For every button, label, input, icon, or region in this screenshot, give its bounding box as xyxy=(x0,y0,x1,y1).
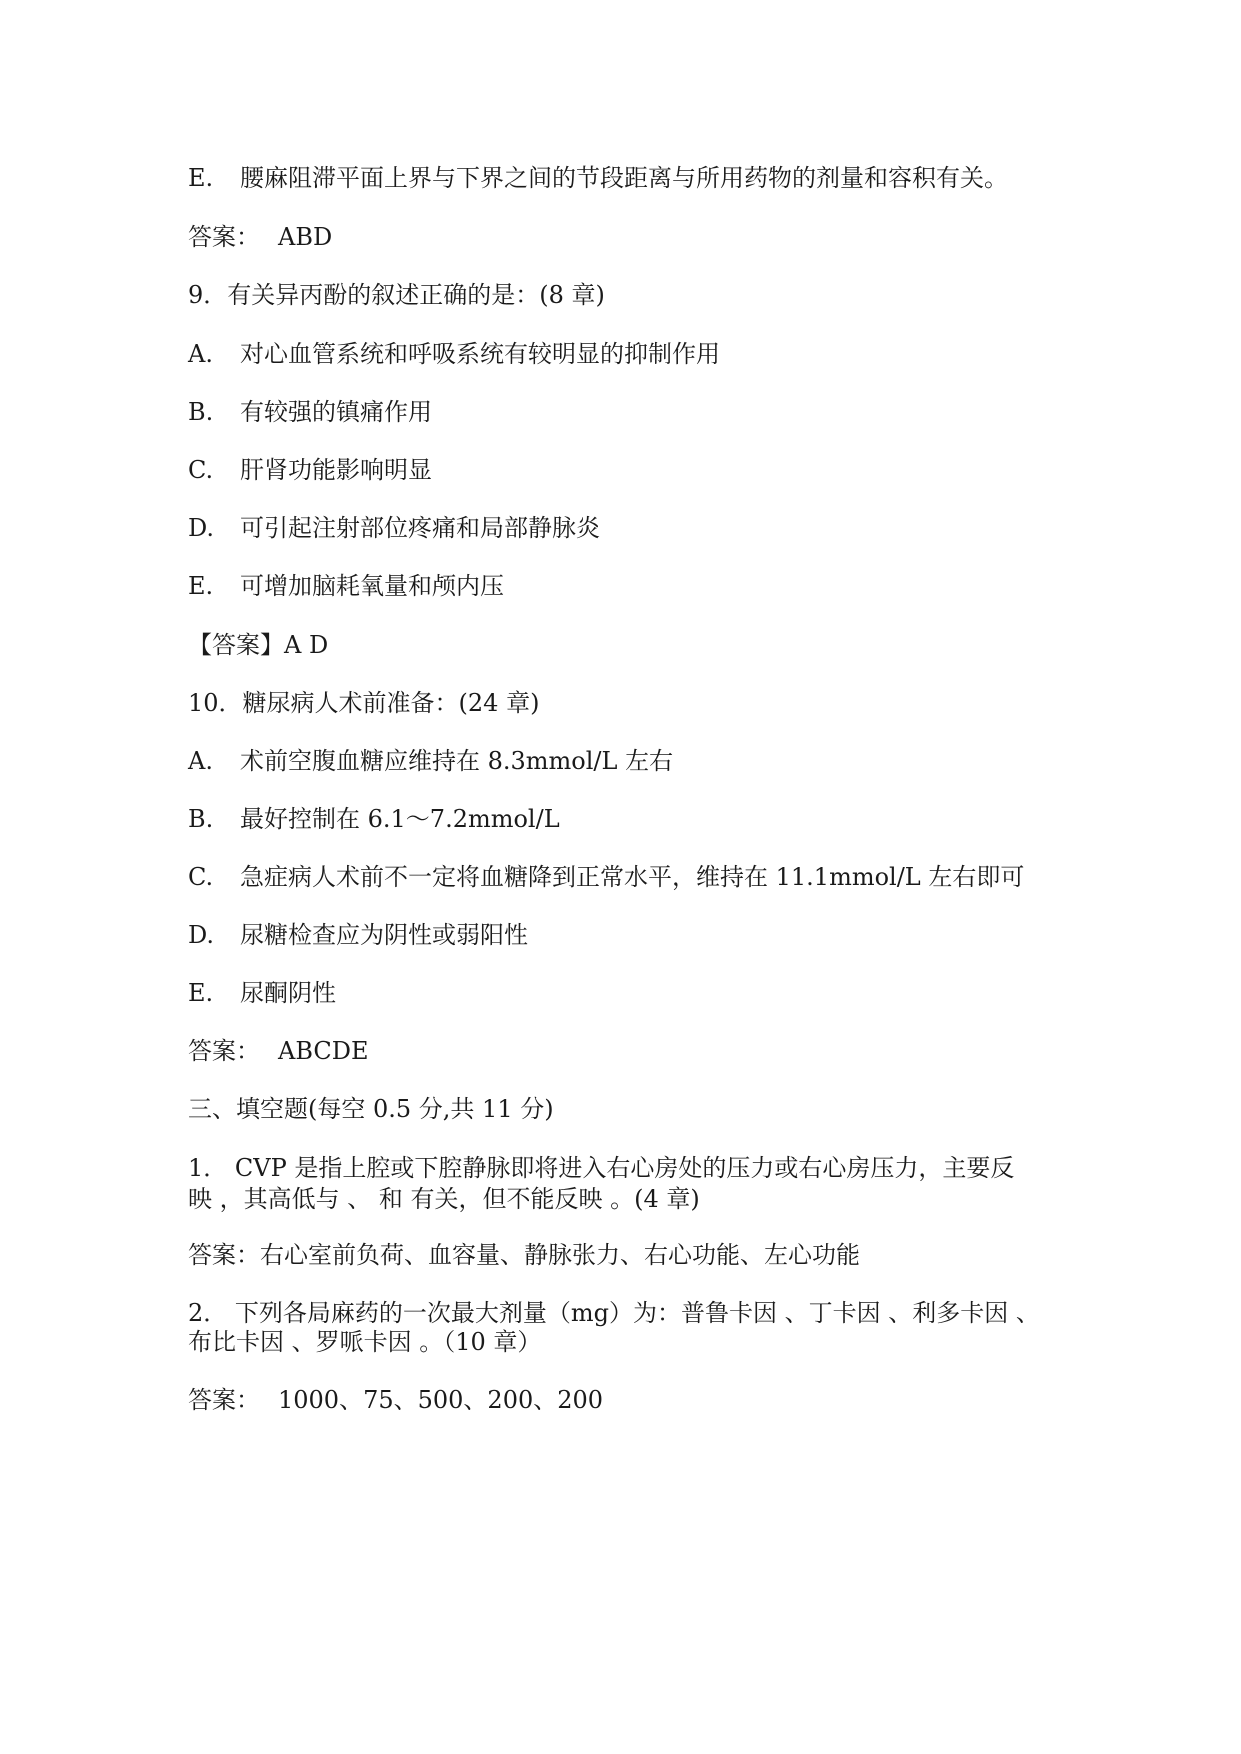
answer-q9: 【答案】A D xyxy=(188,631,329,659)
fill-question-2-line2: 布比卡因 、罗哌卡因 。（10 章） xyxy=(188,1328,542,1356)
answer-value: 1000、75、500、200、200 xyxy=(278,1386,604,1414)
option-c-q10 xyxy=(188,859,1068,895)
question-9: 9．有关异丙酚的叙述正确的是：(8 章) xyxy=(188,281,605,309)
option-text: 对心血管系统和呼吸系统有较明显的抑制作用 xyxy=(240,340,720,368)
option-e-q8 xyxy=(188,160,1068,196)
option-text: 有较强的镇痛作用 xyxy=(240,398,432,426)
option-b-q9 xyxy=(188,394,1068,430)
answer-q10 xyxy=(188,1033,1068,1069)
option-letter: D. xyxy=(188,514,215,542)
option-letter: E. xyxy=(188,979,214,1007)
answer-value: ABCDE xyxy=(278,1037,369,1065)
fill-question-2-line1: 2． 下列各局麻药的一次最大剂量（mg）为：普鲁卡因 、丁卡因 、利多卡因 、 xyxy=(188,1299,1040,1327)
option-b-q10 xyxy=(188,801,1068,837)
option-e-q9 xyxy=(188,568,1068,604)
option-letter: D. xyxy=(188,921,215,949)
option-letter: E. xyxy=(188,164,214,192)
section-heading-fill-in: 三、填空题(每空 0.5 分,共 11 分) xyxy=(188,1095,554,1123)
option-text: 腰麻阻滞平面上界与下界之间的节段距离与所用药物的剂量和容积有关。 xyxy=(240,164,1008,192)
option-letter: B. xyxy=(188,805,214,833)
answer-label: 答案： xyxy=(188,223,260,251)
fill-answer-1: 答案：右心室前负荷、血容量、静脉张力、右心功能、左心功能 xyxy=(188,1241,860,1269)
option-letter: A. xyxy=(188,340,213,368)
option-text: 最好控制在 6.1～7.2mmol/L xyxy=(240,805,560,833)
option-letter: C. xyxy=(188,456,214,484)
option-letter: C. xyxy=(188,863,214,891)
option-text: 术前空腹血糖应维持在 8.3mmol/L 左右 xyxy=(240,747,674,775)
option-text: 尿酮阴性 xyxy=(240,979,336,1007)
option-e-q10 xyxy=(188,975,1068,1011)
option-letter: B. xyxy=(188,398,214,426)
fill-answer-2 xyxy=(188,1382,1068,1418)
option-d-q10 xyxy=(188,917,1068,953)
option-text: 肝肾功能影响明显 xyxy=(240,456,432,484)
answer-q8 xyxy=(188,219,1068,255)
option-letter: E. xyxy=(188,572,214,600)
option-text: 尿糖检查应为阴性或弱阳性 xyxy=(240,921,528,949)
fill-question-1-line2: 映 ，其高低与 、 和 有关，但不能反映 。(4 章) xyxy=(188,1185,700,1213)
option-a-q9 xyxy=(188,336,1068,372)
option-a-q10 xyxy=(188,743,1068,779)
fill-question-1-line1: 1． CVP 是指上腔或下腔静脉即将进入右心房处的压力或右心房压力，主要反 xyxy=(188,1154,1015,1182)
option-text: 急症病人术前不一定将血糖降到正常水平，维持在 11.1mmol/L 左右即可 xyxy=(240,863,1025,891)
answer-label: 答案： xyxy=(188,1386,260,1414)
option-text: 可增加脑耗氧量和颅内压 xyxy=(240,572,504,600)
option-d-q9 xyxy=(188,510,1068,546)
question-10: 10．糖尿病人术前准备：(24 章) xyxy=(188,689,540,717)
option-text: 可引起注射部位疼痛和局部静脉炎 xyxy=(240,514,600,542)
answer-value: ABD xyxy=(278,223,333,251)
option-c-q9 xyxy=(188,452,1068,488)
answer-label: 答案： xyxy=(188,1037,260,1065)
option-letter: A. xyxy=(188,747,213,775)
